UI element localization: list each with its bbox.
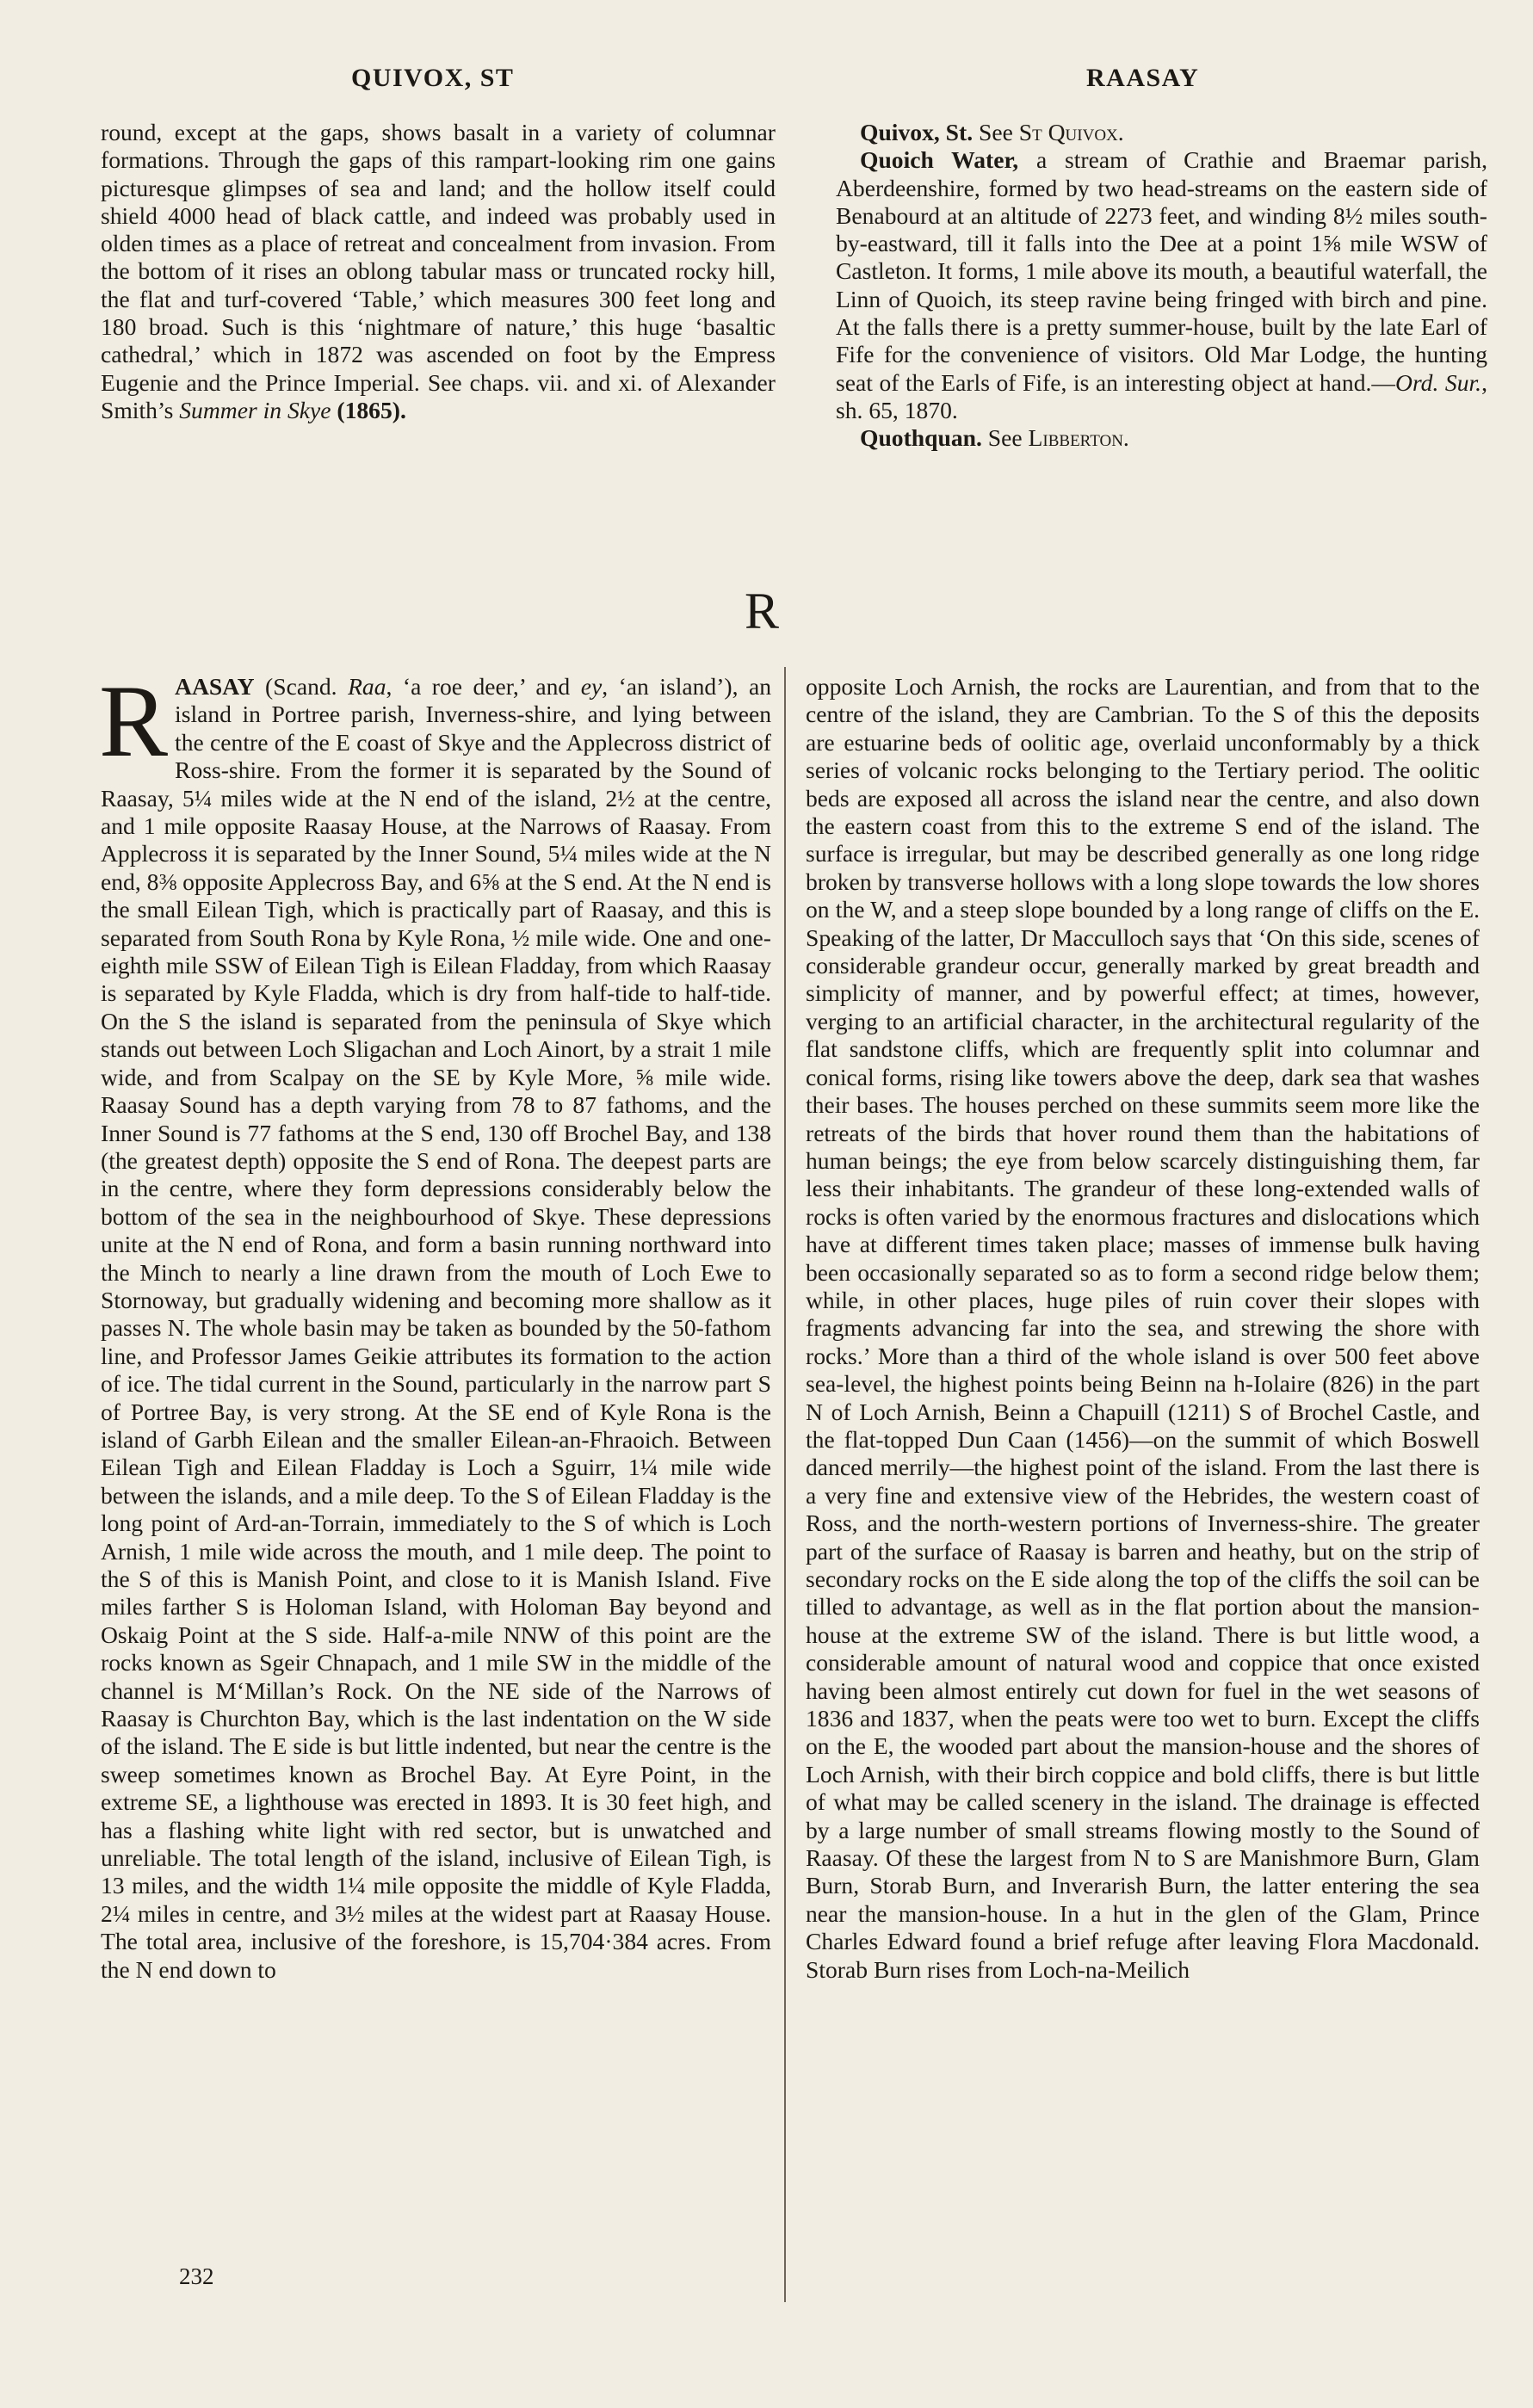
entry-headword: AASAY <box>175 673 255 700</box>
continued-entry-column <box>101 119 776 424</box>
book-title: Summer in Skye <box>179 396 331 423</box>
etymology-word: ey <box>580 673 603 700</box>
cross-reference: St Quivox. <box>1018 119 1124 145</box>
entry-quothquan <box>836 424 1487 452</box>
entry-quoich-water <box>836 146 1487 424</box>
continued-paragraph <box>101 119 776 424</box>
entry-text: , ‘an island’), an island in Portree parish, Inverness-shire, and lying between the centre of the E coast of Skye and the Applecross district of Ross-shire. From the former it is separated by the Sound of Raasay, 5¼ miles wide at the N end of the island, 2½ at the centre, and 1 mile opposite Raasay House, at the Narrows of Raasay. From Applecross it is separated by the Inner Sound, 5¼ miles wide at the N end, 8⅜ opposite Applecross Bay, and 6⅝ at the S end. At the N end is the small Eilean Tigh, which is practically part of Raasay, and this is separated from South Rona by Kyle Rona, ½ mile wide. One and one-eighth mile SSW of Eilean Tigh is Eilean Fladday, from which Raasay is separated by Kyle Fladda, which is dry from half-tide to half-tide. On the S the island is separated from the peninsula of Skye which stands out between Loch Sligachan and Loch Ainort, by a strait 1 mile wide, and from Scalpay on the SE by Kyle More, ⅝ mile wide. Raasay Sound has a depth varying from 78 to 87 fathoms, and the Inner Sound is 77 fathoms at the S end, 130 off Brochel Bay, and 138 (the greatest depth) opposite the S end of Rona. The deepest parts are in the centre, where they form depressions considerably below the bottom of the sea in the neighbourhood of Skye. These depressions unite at the N end of Rona, and form a basin running northward into the Minch to nearly a line drawn from the mouth of Loch Ewe to Stornoway, but gradually widening and becoming more shallow as it passes N. The whole basin may be taken as bounded by the 50-fathom line, and Professor James Geikie attributes its formation to the action of ice. The tidal current in the Sound, particularly in the narrow part S of Portree Bay, is very strong. At the SE end of Kyle Rona is the island of Garbh Eilean and the smaller Eilean-an-Fhraoich. Between Eilean Tigh and Eilean Fladday is Loch a Sguirr, 1¼ mile wide between the islands, and a mile deep. To the S of Eilean Fladday is the long point of Ard-an-Torrain, immediately to the S of which is Loch Arnish, 1 mile wide across the mouth, and 1 mile deep. The point to the S of this is Manish Point, and close to it is Manish Island. Five miles farther S is Holoman Island, with Holoman Bay beyond and Oskaig Point at the S side. Half-a-mile NNW of this point are the rocks known as Sgeir Chnapach, and 1 mile SW in the middle of the channel is M‘Millan’s Rock. On the NE side of the Narrows of Raasay is Churchton Bay, which is the last indentation on the W side of the island. The E side is but little indented, but near the centre is the sweep sometimes known as Brochel Bay. At Eyre Point, in the extreme SE, a lighthouse was erected in 1893. It is 30 feet high, and has a flashing white light with red sector, but is unwatched and unreliable. The total length of the island, inclusive of Eilean Tigh, is 13 miles, and the width 1¼ mile opposite the middle of Kyle Fladda, 2¼ miles in centre, and 3½ miles at the widest part at Raasay House. The total area, inclusive of the foreshore, is 15,704·384 acres. From the N end down to <box>101 673 772 1983</box>
running-head-left: QUIVOX, ST <box>351 64 515 92</box>
running-head-right: RAASAY <box>1086 64 1200 92</box>
source-sheet: , sh. 65, 1870. <box>836 368 1487 423</box>
raasay-paragraph-continued: opposite Loch Arnish, the rocks are Laurentian, and from that to the centre of the island, they are Cambrian. To the S of this the deposits are estuarine beds of oolitic age, overlaid unconformably by a thick series of volcanic rocks belonging to the Tertiary period. The oolitic beds are exposed all across the island near the centre, and also down the eastern coast from this to the extreme S end of the island. The surface is irregular, but may be described generally as one long ridge broken by transverse hollows with a long slope towards the low shores on the W, and a steep slope bounded by a long range of cliffs on the E. Speaking of the latter, Dr Macculloch says that ‘On this side, scenes of considerable grandeur occur, generally marked by great breadth and simplicity of manner, and by powerful effect; at times, however, verging to an artificial character, in the architectural regularity of the flat sandstone cliffs, which are frequently split into columnar and conical forms, rising like towers above the deep, dark sea that washes their bases. The houses perched on these summits seem more like the retreats of the birds that hover round them than the habitations of human beings; the eye from below scarcely distinguishing them, far less their inhabitants. The grandeur of these long-extended walls of rocks is often varied by the enormous fractures and dislocations which have at different times taken place; masses of immense bulk having been occasionally separated so as to form a second ridge below them; while, in other places, huge piles of ruin cover their slopes with fragments advancing far into the sea, and strewing the shore with rocks.’ More than a third of the whole island is over 500 feet above sea-level, the highest points being Beinn na h-Iolaire (826) in the part N of Loch Arnish, Beinn a Chapuill (1211) S of Brochel Castle, and the flat-topped Dun Caan (1456)—on the summit of which Boswell danced merrily—the highest point of the island. From the last there is a very fine and extensive view of the Hebrides, the western coast of Ross, and the north-western portions of Inverness-shire. The greater part of the surface of Raasay is barren and heathy, but on the strip of secondary rocks on the E side along the top of the cliffs the soil can be tilled to advantage, as well as in the flat portion about the mansion-house at the extreme SW of the island. There is but little wood, a considerable amount of natural wood and coppice that once existed having been almost entirely cut down for fuel in the wet seasons of 1836 and 1837, when the peats were too wet to burn. Except the cliffs on the E, the wooded part about the mansion-house and the shores of Loch Arnish, with their birch coppice and bold cliffs, there is but little of what may be called scenery in the island. The drainage is effected by a large number of small streams flowing mostly to the Sound of Raasay. Of these the largest from N to S are Manishmore Burn, Glam Burn, Storab Burn, and Inverarish Burn, the latter entering the sea near the mansion-house. In a hut in the glen of the Glam, Prince Charles Edward found a brief refuge after leaving Flora Macdonald. Storab Burn rises from Loch-na-Meilich <box>806 673 1480 1983</box>
entry-text: a stream of Crathie and Braemar parish, Aberdeenshire, formed by two head-streams on the eastern side of Benabourd at an altitude of 2273 feet, and winding 8½ miles south-by-eastward, till it falls into the Dee at a point 1⅝ mile WSW of Castleton. It forms, 1 mile above its mouth, a beautiful waterfall, the Linn of Quoich, its steep ravine being fringed with birch and pine. At the falls there is a pretty summer-house, built by the late Earl of Fife for the convenience of visitors. Old Mar Lodge, the hunting seat of the Earls of Fife, is an interesting object at hand.— <box>836 146 1488 396</box>
entry-headword: Quothquan. <box>860 424 982 452</box>
continued-text: round, except at the gaps, shows basalt in a variety of columnar formations. Through the gaps of this rampart-looking rim one gains picturesque glimpses of sea and land; and the hollow itself could shield 4000 head of black cattle, and indeed was probably used in olden times as a place of retreat and concealment from invasion. From the bottom of it rises an oblong tabular mass or truncated rocky hill, the flat and turf-covered ‘Table,’ which measures 300 feet long and 180 broad. Such is this ‘nightmare of nature,’ this huge ‘basaltic cathedral,’ which in 1872 was ascended on foot by the Empress Eugenie and the Prince Imperial. See chaps. vii. and xi. of Alexander Smith’s <box>101 119 776 423</box>
source-citation: Ord. Sur. <box>1395 368 1482 396</box>
raasay-entry-column-2 <box>806 673 1480 1984</box>
q-entries-column <box>836 119 1487 453</box>
drop-cap: R <box>99 664 169 778</box>
raasay-entry-column-1 <box>99 664 772 1984</box>
etymology-text: (Scand. <box>254 673 349 700</box>
see-label: See <box>987 424 1023 452</box>
book-year: (1865). <box>337 396 406 423</box>
entry-quivox <box>836 119 1487 146</box>
etymology-text: , ‘a roe deer,’ and <box>386 673 581 700</box>
raasay-paragraph <box>99 664 772 1984</box>
etymology-word: Raa <box>348 673 386 700</box>
see-label: See <box>979 119 1013 145</box>
entry-headword: Quivox, St. <box>860 119 974 145</box>
cross-reference: Libberton. <box>1028 424 1129 452</box>
entry-headword: Quoich Water, <box>860 146 1019 174</box>
column-divider <box>784 667 786 2302</box>
section-letter-heading: R <box>745 583 780 639</box>
page-number: 232 <box>179 2263 214 2289</box>
